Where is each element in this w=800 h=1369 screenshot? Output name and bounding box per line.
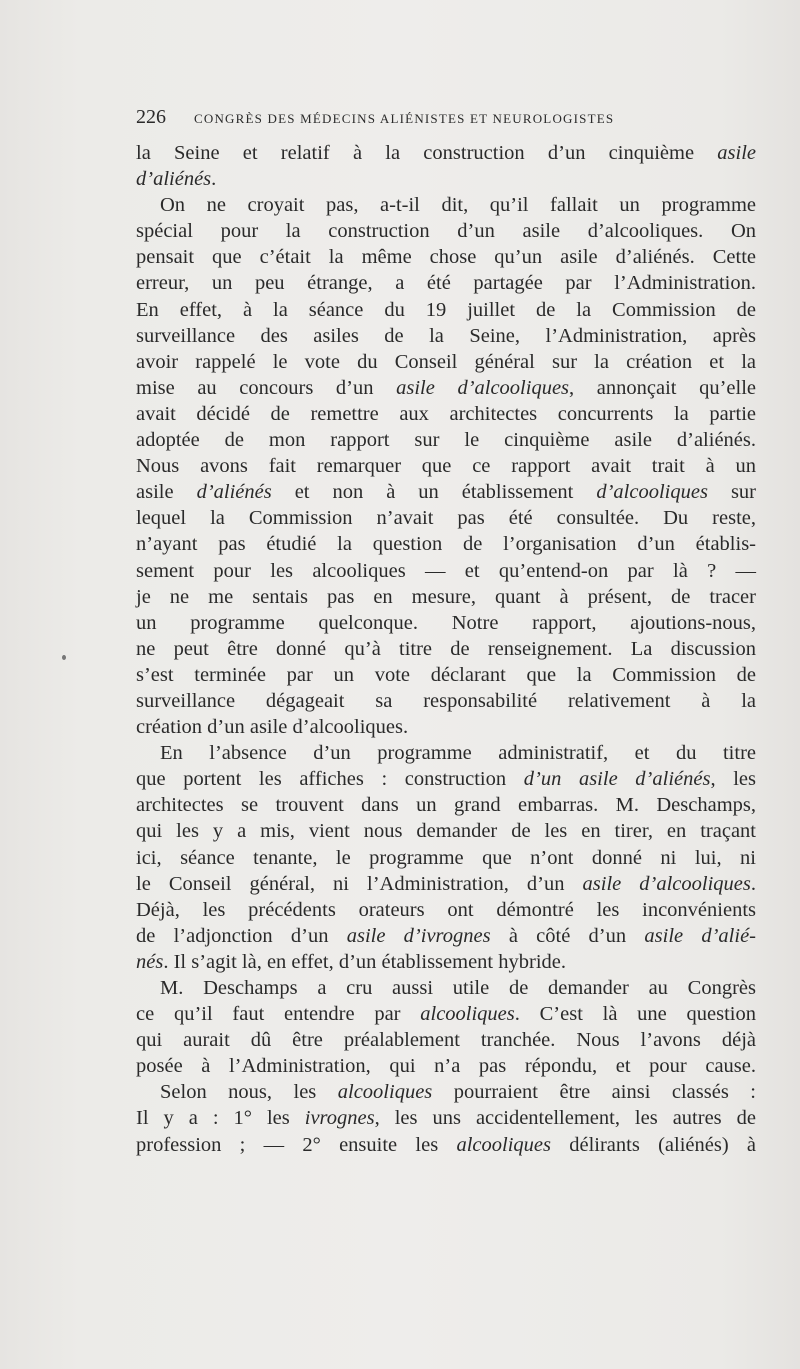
text-line <box>136 166 756 192</box>
text-run: . <box>750 872 757 895</box>
text-run: lequel la Commission n’avait pas été consultée. Du reste, <box>136 507 756 530</box>
text-run: . <box>211 168 217 191</box>
text-run: un programme quelconque. Notre rapport, ajoutions-nous, <box>136 611 756 634</box>
text-line <box>136 897 756 923</box>
text-run: architectes se trouvent dans un grand embarras. M. Deschamps, <box>136 794 756 817</box>
italic-run: asile d’alcooliques <box>396 376 570 399</box>
text-line <box>136 531 756 557</box>
text-run: Il y a : 1° les <box>136 1107 305 1130</box>
text-run: sur <box>707 481 756 504</box>
text-line <box>136 871 756 897</box>
text-run: avait décidé de remettre aux architectes concurrents la partie <box>136 402 756 425</box>
text-line <box>136 140 756 166</box>
italic-run: d’alcooliques <box>596 481 708 504</box>
text-run: et non à un établissement <box>271 481 597 504</box>
text-run: qui aurait dû être préalablement tranchée. Nous l’avons déjà <box>136 1029 756 1052</box>
text-line <box>136 1001 756 1027</box>
text-run: surveillance dégageait sa responsabilité relativement à la <box>136 689 756 712</box>
text-run: spécial pour la construction d’un asile d’alcooliques. On <box>136 220 756 243</box>
body-text <box>136 140 756 1158</box>
text-run: Déjà, les précédents orateurs ont démontré les inconvénients <box>136 898 756 921</box>
text-line <box>136 714 756 740</box>
text-run: le Conseil général, ni l’Administration, d’un <box>136 872 583 895</box>
italic-run: asile d’alcooliques <box>582 872 751 895</box>
italic-run: nés <box>136 950 164 973</box>
text-line <box>136 792 756 818</box>
text-run: , les uns accidentellement, les autres de <box>374 1107 756 1130</box>
text-run: En effet, à la séance du 19 juillet de la Commission de <box>136 298 756 321</box>
text-line <box>136 375 756 401</box>
text-line <box>136 740 756 766</box>
text-run: délirants (aliénés) à <box>550 1133 757 1156</box>
text-run: posée à l’Administration, qui n’a pas répondu, et pour cause. <box>136 1055 756 1078</box>
text-run: ici, séance tenante, le programme que n’ont donné ni lui, ni <box>136 846 756 869</box>
text-line <box>136 688 756 714</box>
text-run: M. Deschamps a cru aussi utile de demander au Congrès <box>160 977 756 999</box>
italic-run: d’aliénés <box>136 168 212 191</box>
text-line <box>136 975 756 1001</box>
text-run: pourraient être ainsi classés : <box>432 1081 756 1104</box>
text-run: n’ayant pas étudié la question de l’organisation d’un établis- <box>136 533 756 556</box>
text-run: , les <box>710 768 756 791</box>
text-run: . C’est là une question <box>514 1003 756 1026</box>
text-run: je ne me sentais pas en mesure, quant à présent, de tracer <box>136 585 756 608</box>
text-line <box>136 1079 756 1105</box>
text-line <box>136 270 756 296</box>
text-run: que portent les affiches : construction <box>136 768 524 791</box>
italic-run: alcooliques <box>456 1133 551 1156</box>
text-run: profession ; — 2° ensuite les <box>136 1133 457 1156</box>
text-run: avoir rappelé le vote du Conseil général sur la création et la <box>136 350 756 373</box>
italic-run: ivrognes <box>304 1107 375 1130</box>
text-run: qui les y a mis, vient nous demander de les en tirer, en traçant <box>136 820 756 843</box>
text-line <box>136 845 756 871</box>
text-run: Nous avons fait remarquer que ce rapport avait trait à un <box>136 455 756 478</box>
italic-run: asile d’ivrognes <box>346 924 491 947</box>
text-run: sement pour les alcooliques — et qu’entend-on par là ? — <box>136 559 756 582</box>
italic-run: d’aliénés <box>196 481 272 504</box>
text-line <box>136 479 756 505</box>
running-head <box>136 106 756 130</box>
text-run: On ne croyait pas, a-t-il dit, qu’il fallait un programme <box>160 194 756 217</box>
text-line <box>136 766 756 792</box>
text-line <box>136 192 756 218</box>
text-line <box>136 1105 756 1131</box>
text-run: mise au concours d’un <box>136 376 397 399</box>
text-run: à côté d’un <box>490 924 645 947</box>
text-line <box>136 1027 756 1053</box>
text-line <box>136 1132 756 1158</box>
text-line <box>136 949 756 975</box>
text-run: , annonçait qu’elle <box>569 376 756 399</box>
text-run: En l’absence d’un programme administratif, et du titre <box>160 742 756 765</box>
text-line <box>136 923 756 949</box>
text-line <box>136 505 756 531</box>
italic-run: asile d’alié- <box>644 924 756 947</box>
text-run: surveillance des asiles de la Seine, l’Administration, après <box>136 324 756 347</box>
text-line <box>136 584 756 610</box>
text-run: pensait que c’était la même chose qu’un asile d’aliénés. Cette <box>136 246 756 269</box>
text-line <box>136 558 756 584</box>
text-run: Selon nous, les <box>160 1081 338 1104</box>
text-line <box>136 636 756 662</box>
text-line <box>136 349 756 375</box>
italic-run: alcooliques <box>337 1081 433 1104</box>
text-run: ce qu’il faut entendre par <box>136 1003 421 1026</box>
text-line <box>136 297 756 323</box>
text-run: adoptée de mon rapport sur le cinquième asile d’aliénés. <box>136 429 756 452</box>
text-run: ne peut être donné qu’à titre de renseignement. La discussion <box>136 637 756 660</box>
italic-run: alcooliques <box>420 1003 515 1026</box>
paper-speck <box>62 655 66 660</box>
text-run: . Il s’agit là, en effet, d’un établissement hybride. <box>163 950 566 973</box>
text-line <box>136 218 756 244</box>
text-line <box>136 818 756 844</box>
text-line <box>136 323 756 349</box>
italic-run: asile <box>717 142 756 164</box>
text-line <box>136 662 756 688</box>
text-line <box>136 610 756 636</box>
page-number: 226 <box>136 106 166 128</box>
text-line <box>136 1053 756 1079</box>
text-line <box>136 427 756 453</box>
text-run: s’est terminée par un vote déclarant que la Commission de <box>136 663 756 686</box>
text-run: erreur, un peu étrange, a été partagée par l’Administration. <box>136 272 756 295</box>
text-line <box>136 453 756 479</box>
text-line <box>136 401 756 427</box>
running-title: CONGRÈS DES MÉDECINS ALIÉNISTES ET NEUROLOGISTES <box>194 111 615 126</box>
italic-run: d’un asile d’aliénés <box>523 768 711 791</box>
text-run: création d’un asile d’alcooliques. <box>136 716 409 739</box>
text-run: la Seine et relatif à la construction d’un cinquième <box>136 142 718 164</box>
text-run: asile <box>136 481 197 504</box>
text-run: de l’adjonction d’un <box>136 924 347 947</box>
text-line <box>136 244 756 270</box>
